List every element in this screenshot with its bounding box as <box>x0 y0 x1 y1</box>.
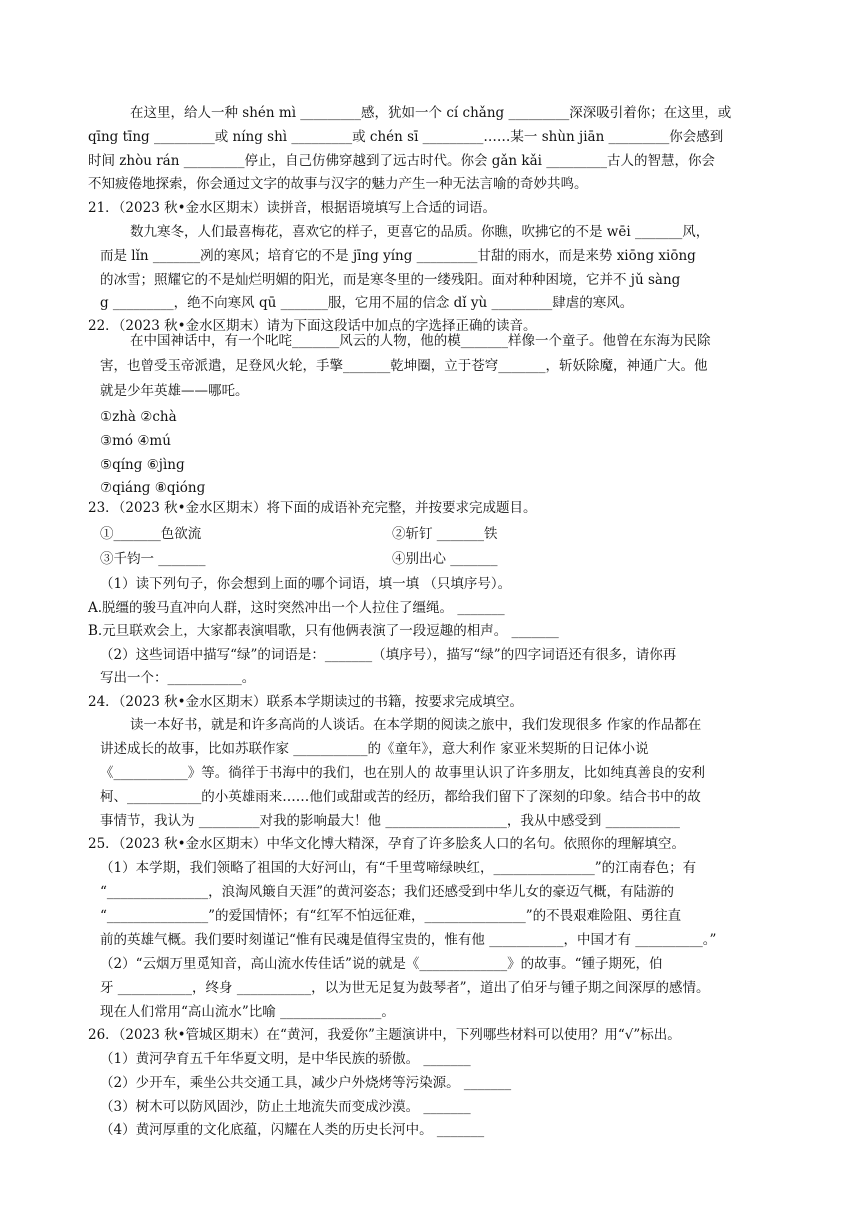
idiom-item: ③千钧一 _______ <box>100 551 206 567</box>
passage-line: 不知疲倦地探索，你会通过文字的故事与汉字的魅力产生一种无法言喻的奇妙共鸣。 <box>88 176 588 192</box>
question-part: （2）这些词语中描写“绿”的词语是：_______（填序号），描写“绿”的四字词语还有很多，请你再 <box>100 647 677 663</box>
question-part: （2）少开车，乘坐公共交通工具，减少户外烧烤等污染源。 _______ <box>100 1075 512 1091</box>
question-21-title: 21．（2023 秋•金水区期末）读拼音，根据语境填写上合适的词语。 <box>88 200 497 216</box>
question-part: “_______________，浪淘风簸自天涯”的黄河姿态；我们还感受到中华儿女的豪迈气概，有陆游的 <box>100 884 675 900</box>
question-24-title: 24．（2023 秋•金水区期末）联系本学期读过的书籍，按要求完成填空。 <box>88 694 524 710</box>
question-26-title: 26．（2023 秋•管城区期末）在“黄河，我爱你”主题演讲中，下列哪些材料可以使用？用“√”标出。 <box>88 1027 681 1043</box>
idiom-item: ②斩钉 _______铁 <box>392 526 498 542</box>
passage-line: 时间 zhòu rán _________停止，自己仿佛穿越到了远古时代。你会 gǎn kǎi _________古人的智慧，你会 <box>88 153 716 169</box>
question-part: （1）黄河孕育五千年华夏文明，是中华民族的骄傲。 _______ <box>100 1051 471 1067</box>
question-part: （3）树木可以防风固沙，防止土地流失而变成沙漠。 _______ <box>100 1099 471 1115</box>
passage-line: 在这里，给人一种 shén mì _________感，犹如一个 cí chǎng _________深深吸引着你；在这里，或 <box>130 105 732 121</box>
question-part: （2）“云烟万里觅知音，高山流水传佳话”说的就是《_____________》的故事。“锺子期死，伯 <box>100 956 663 972</box>
question-part: （4）黄河厚重的文化底蕴，闪耀在人类的历史长河中。 _______ <box>100 1122 485 1138</box>
passage-line: 事情节，我认为 _________对我的影响最大！他 __________________，我从中感受到 ___________ <box>100 813 680 829</box>
reading-option: ①zhà ②chà <box>100 409 177 425</box>
passage-line: 就是少年英雄——哪吒。 <box>100 383 249 399</box>
passage-line: 讲述成长的故事，比如苏联作家 ___________的《童年》，意大利作 家亚米契斯的日记体小说 <box>100 741 649 757</box>
question-part: （1）读下列句子，你会想到上面的哪个词语，填一填 （只填序号）。 <box>100 576 512 592</box>
passage-line: 《___________》等。徜徉于书海中的我们，也在别人的 故事里认识了许多朋友，比如纯真善良的安利 <box>100 765 706 781</box>
idiom-item: ①_______色欲流 <box>100 526 202 542</box>
question-23-title: 23．（2023 秋•金水区期末）将下面的成语补充完整，并按要求完成题目。 <box>88 500 537 516</box>
question-part: 前的英雄气概。我们要时刻谨记“惟有民魂是值得宝贵的，惟有他 ___________，中国才有 __________。” <box>100 932 717 948</box>
question-part: A.脱缰的骏马直冲向人群，这时突然冲出一个人拉住了缰绳。 _______ <box>88 600 505 616</box>
passage-line: 的冰雪；照耀它的不是灿烂明媚的阳光，而是寒冬里的一缕残阳。面对种种困境，它并不 jǔ sàng <box>100 272 681 288</box>
question-part: “_______________”的爱国情怀；有“红军不怕远征难，_______________”的不畏艰难险阻、勇往直 <box>100 908 682 924</box>
question-part: 现在人们常用“高山流水”比喻 _______________。 <box>100 1004 395 1020</box>
passage-line: 害，也曾受玉帝派遣，足登风火轮，手擎_______乾坤圈，立于苍穹_______，斩妖除魔，神通广大。他 <box>100 358 708 374</box>
idiom-item: ④别出心 _______ <box>392 551 498 567</box>
question-22-title: 22．（2023 秋•金水区期末）请为下面这段话中加点的字选择正确的读音。 <box>88 318 537 334</box>
question-part: B.元旦联欢会上，大家都表演唱歌，只有他俩表演了一段逗趣的相声。 _______ <box>88 623 559 639</box>
passage-line: 数九寒冬，人们最喜梅花，喜欢它的样子，更喜它的品质。你瞧，吹拂它的不是 wēi _______风， <box>130 224 710 240</box>
passage-line: 而是 lǐn _______冽的寒风；培育它的不是 jīng yíng _________甘甜的雨水，而是来势 xiōng xiōng <box>100 248 696 264</box>
question-part: （1）本学期，我们领略了祖国的大好河山，有“千里莺啼绿映红，_______________”的江南春色；有 <box>100 860 697 876</box>
passage-line: g _________，绝不向寒风 qū _______服，它用不屈的信念 dǐ yù _________肆虐的寒风。 <box>100 295 634 311</box>
passage-line: 在中国神话中，有一个叱咤_______风云的人物，他的模_______样像一个童子。他曾在东海为民除 <box>130 333 711 349</box>
reading-option: ③mó ④mú <box>100 433 171 449</box>
question-part: 写出一个：___________。 <box>100 670 256 686</box>
question-25-title: 25．（2023 秋•金水区期末）中华文化博大精深，孕育了许多脍炙人口的名句。依照你的理解填空。 <box>88 836 686 852</box>
question-part: 牙 ___________，终身 ___________，以为世无足复为鼓琴者”，道出了伯牙与锺子期之间深厚的感情。 <box>100 980 710 996</box>
passage-line: 柯、___________的小英雄雨来……他们或甜或苦的经历，都给我们留下了深刻的印象。结合书中的故 <box>100 789 701 805</box>
reading-option: ⑤qínɡ ⑥jìnɡ <box>100 457 185 473</box>
reading-option: ⑦qiánɡ ⑧qiónɡ <box>100 480 206 496</box>
passage-line: qīng tīng _________或 níng shì _________或 chén sī _________……某一 shùn jiān _________你会感到 <box>88 129 724 145</box>
passage-line: 读一本好书，就是和许多高尚的人谈话。在本学期的阅读之旅中，我们发现很多 作家的作品都在 <box>130 717 702 733</box>
